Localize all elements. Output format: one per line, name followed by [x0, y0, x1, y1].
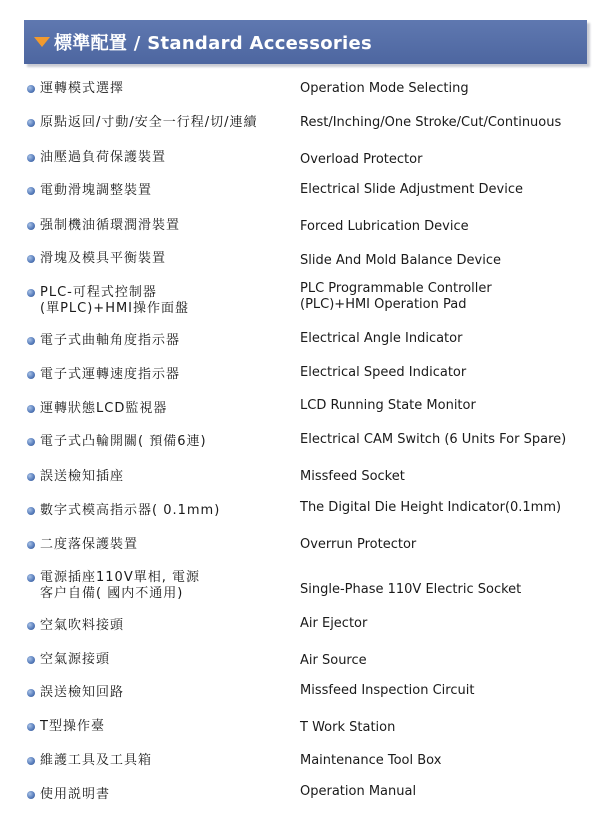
accessory-english-name: PLC Programmable Controller (PLC)+HMI Operation Pad [300, 281, 492, 312]
accessory-english-name: Missfeed Inspection Circuit [300, 683, 475, 698]
bullet-icon [27, 507, 35, 515]
section-title: 標準配置 / Standard Accessories [54, 33, 373, 54]
accessory-english-name: Missfeed Socket [300, 469, 405, 484]
bullet-icon [27, 187, 35, 195]
accessory-chinese-name: 數字式模高指示器( 0.1mm) [40, 503, 221, 518]
accessory-english-name: Operation Mode Selecting [300, 81, 469, 96]
bullet-icon [27, 222, 35, 230]
accessory-chinese-name: 原點返回/寸動/安全一行程/切/連續 [40, 115, 258, 130]
accessory-chinese-name: 油壓過負荷保護裝置 [40, 150, 167, 165]
accessory-chinese-name: 運轉模式選擇 [40, 81, 125, 96]
accessory-chinese-name: PLC-可程式控制器 (單PLC)+HMI操作面盤 [40, 285, 190, 316]
accessory-english-name: Slide And Mold Balance Device [300, 253, 501, 268]
bullet-icon [27, 689, 35, 697]
accessory-english-name: The Digital Die Height Indicator(0.1mm) [300, 500, 562, 515]
accessory-english-name: Single-Phase 110V Electric Socket [300, 582, 522, 597]
bullet-icon [27, 438, 35, 446]
bullet-icon [27, 574, 35, 582]
triangle-down-icon [34, 37, 50, 47]
accessory-chinese-name: 二度落保護裝置 [40, 537, 139, 552]
accessory-english-name: Overrun Protector [300, 537, 417, 552]
accessory-english-name: Electrical CAM Switch (6 Units For Spare) [300, 432, 567, 447]
bullet-icon [27, 622, 35, 630]
accessory-english-name: Overload Protector [300, 152, 423, 167]
bullet-icon [27, 289, 35, 297]
accessory-english-name: Air Source [300, 653, 367, 668]
accessory-chinese-name: 電子式曲軸角度指示器 [40, 333, 181, 348]
accessory-chinese-name: 維護工具及工具箱 [40, 753, 153, 768]
accessory-chinese-name: 誤送檢知插座 [40, 469, 125, 484]
accessory-chinese-name: 電子式凸輪開關( 預備6連) [40, 434, 207, 449]
bullet-icon [27, 405, 35, 413]
accessory-chinese-name: 電源插座110V單相, 電源 客户自備( 國内不通用) [40, 570, 200, 601]
bullet-icon [27, 791, 35, 799]
accessory-english-name: LCD Running State Monitor [300, 398, 476, 413]
accessory-english-name: Operation Manual [300, 784, 417, 799]
accessory-english-name: Forced Lubrication Device [300, 219, 469, 234]
accessory-chinese-name: 空氣吹料接頭 [40, 618, 125, 633]
bullet-icon [27, 371, 35, 379]
bullet-icon [27, 757, 35, 765]
bullet-icon [27, 337, 35, 345]
bullet-icon [27, 119, 35, 127]
accessory-english-name: Rest/Inching/One Stroke/Cut/Continuous [300, 115, 562, 130]
accessory-english-name: Maintenance Tool Box [300, 753, 442, 768]
accessory-english-name: T Work Station [300, 720, 396, 735]
accessory-chinese-name: 空氣源接頭 [40, 652, 111, 667]
accessory-chinese-name: 誤送檢知回路 [40, 685, 125, 700]
accessory-chinese-name: T型操作臺 [40, 719, 105, 734]
accessory-chinese-name: 電動滑塊調整裝置 [40, 183, 153, 198]
accessory-chinese-name: 運轉狀態LCD監視器 [40, 401, 168, 416]
bullet-icon [27, 541, 35, 549]
bullet-icon [27, 656, 35, 664]
accessory-chinese-name: 强制機油循環潤滑裝置 [40, 218, 181, 233]
accessory-chinese-name: 滑塊及模具平衡裝置 [40, 251, 167, 266]
accessory-chinese-name: 電子式運轉速度指示器 [40, 367, 181, 382]
bullet-icon [27, 723, 35, 731]
bullet-icon [27, 154, 35, 162]
section-header [24, 20, 587, 64]
accessory-english-name: Electrical Speed Indicator [300, 365, 467, 380]
bullet-icon [27, 473, 35, 481]
accessory-english-name: Electrical Slide Adjustment Device [300, 182, 523, 197]
accessory-english-name: Electrical Angle Indicator [300, 331, 463, 346]
bullet-icon [27, 85, 35, 93]
accessory-english-name: Air Ejector [300, 616, 368, 631]
accessory-chinese-name: 使用説明書 [40, 787, 111, 802]
bullet-icon [27, 255, 35, 263]
